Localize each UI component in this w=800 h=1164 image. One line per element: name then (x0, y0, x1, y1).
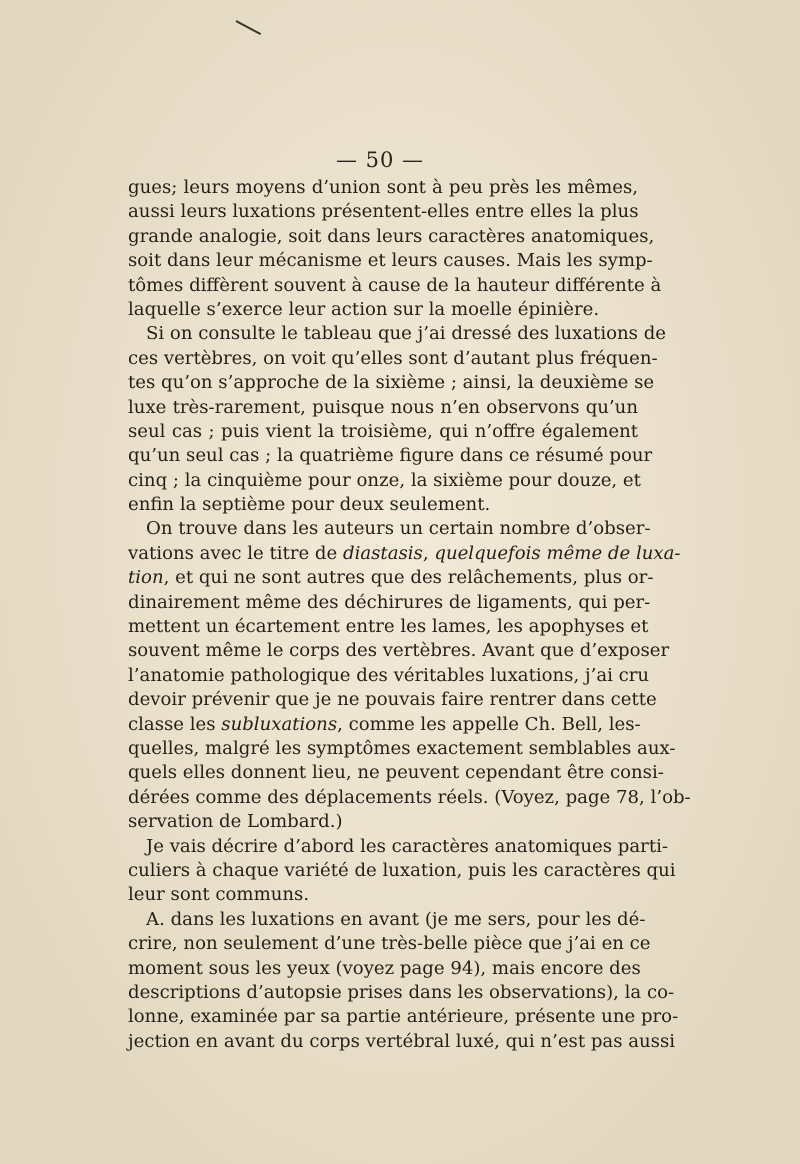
text-line: moment sous les yeux (voyez page 94), mais encore des (128, 957, 641, 979)
text-line: crire, non seulement d’une très-belle pièce que j’ai en ce (128, 933, 651, 955)
italic-term: tion (128, 567, 164, 589)
text-line: luxe très-rarement, puisque nous n’en observons qu’un (128, 396, 638, 418)
italic-term: subluxations (221, 713, 338, 735)
text-line: leur sont communs. (128, 884, 310, 906)
page-text (128, 176, 691, 1054)
text-line (128, 566, 654, 590)
text-line: grande analogie, soit dans leurs caractères anatomiques, (128, 225, 655, 247)
text-line: cinq ; la cinquième pour onze, la sixième pour douze, et (128, 469, 641, 491)
text-line: tes qu’on s’approche de la sixième ; ainsi, la deuxième se (128, 372, 655, 394)
text-line: quelles, malgré les symptômes exactement semblables aux- (128, 737, 676, 759)
page-number: — 50 — (335, 148, 425, 172)
text-line: tômes diffèrent souvent à cause de la hauteur différente à (128, 274, 662, 296)
text-line: lonne, examinée par sa partie antérieure, présente une pro- (128, 1006, 679, 1028)
text-line: souvent même le corps des vertèbres. Avant que d’exposer (128, 640, 670, 662)
text-run: , et qui ne sont autres que des relâchements, plus or- (163, 567, 654, 589)
text-line: seul cas ; puis vient la troisième, qui n’offre également (128, 420, 638, 442)
text-line: descriptions d’autopsie prises dans les observations), la co- (128, 981, 675, 1003)
text-line: soit dans leur mécanisme et leurs causes. Mais les symp- (128, 250, 653, 272)
text-line: ces vertèbres, on voit qu’elles sont d’autant plus fréquen- (128, 347, 658, 369)
text-line: laquelle s’exerce leur action sur la moelle épinière. (128, 298, 600, 320)
text-line: dérées comme des déplacements réels. (Voyez, page 78, l’ob- (128, 786, 691, 808)
text-line: On trouve dans les auteurs un certain nombre d’obser- (146, 518, 651, 540)
text-line: mettent un écartement entre les lames, les apophyses et (128, 616, 649, 638)
text-run: vations avec le titre de (128, 542, 343, 564)
italic-term: diastasis (342, 542, 423, 564)
text-line: A. dans les luxations en avant (je me sers, pour les dé- (146, 908, 646, 930)
text-line: enfin la septième pour deux seulement. (128, 494, 491, 516)
paragraph-4 (128, 835, 676, 908)
text-line: culiers à chaque variété de luxation, puis les caractères qui (128, 859, 676, 881)
italic-term: quelquefois même de luxa- (434, 542, 681, 564)
paragraph-2 (128, 322, 666, 517)
text-line: devoir prévenir que je ne pouvais faire rentrer dans cette (128, 689, 657, 711)
pen-mark (236, 20, 262, 35)
text-line: quels elles donnent lieu, ne peuvent cependant être consi- (128, 762, 664, 784)
text-run: , (422, 542, 435, 564)
paragraph-1 (128, 176, 662, 322)
paragraph-5 (128, 908, 679, 1054)
text-line: Je vais décrire d’abord les caractères anatomiques parti- (146, 835, 668, 857)
text-line: qu’un seul cas ; la quatrième figure dans ce résumé pour (128, 445, 653, 467)
text-line: dinairement même des déchirures de ligaments, qui per- (128, 591, 651, 613)
text-line: gues; leurs moyens d’union sont à peu près les mêmes, (128, 177, 638, 198)
text-run: classe les (128, 713, 222, 735)
text-line: aussi leurs luxations présentent-elles entre elles la plus (128, 201, 639, 223)
text-line: jection en avant du corps vertébral luxé, qui n’est pas aussi (128, 1030, 676, 1052)
text-line (128, 713, 641, 737)
text-line: Si on consulte le tableau que j’ai dressé des luxations de (146, 323, 666, 345)
text-line (128, 542, 681, 566)
text-line: l’anatomie pathologique des véritables luxations, j’ai cru (128, 664, 650, 686)
text-line: servation de Lombard.) (128, 811, 343, 833)
paragraph-3 (128, 517, 691, 834)
text-run: , comme les appelle Ch. Bell, les- (337, 713, 641, 735)
